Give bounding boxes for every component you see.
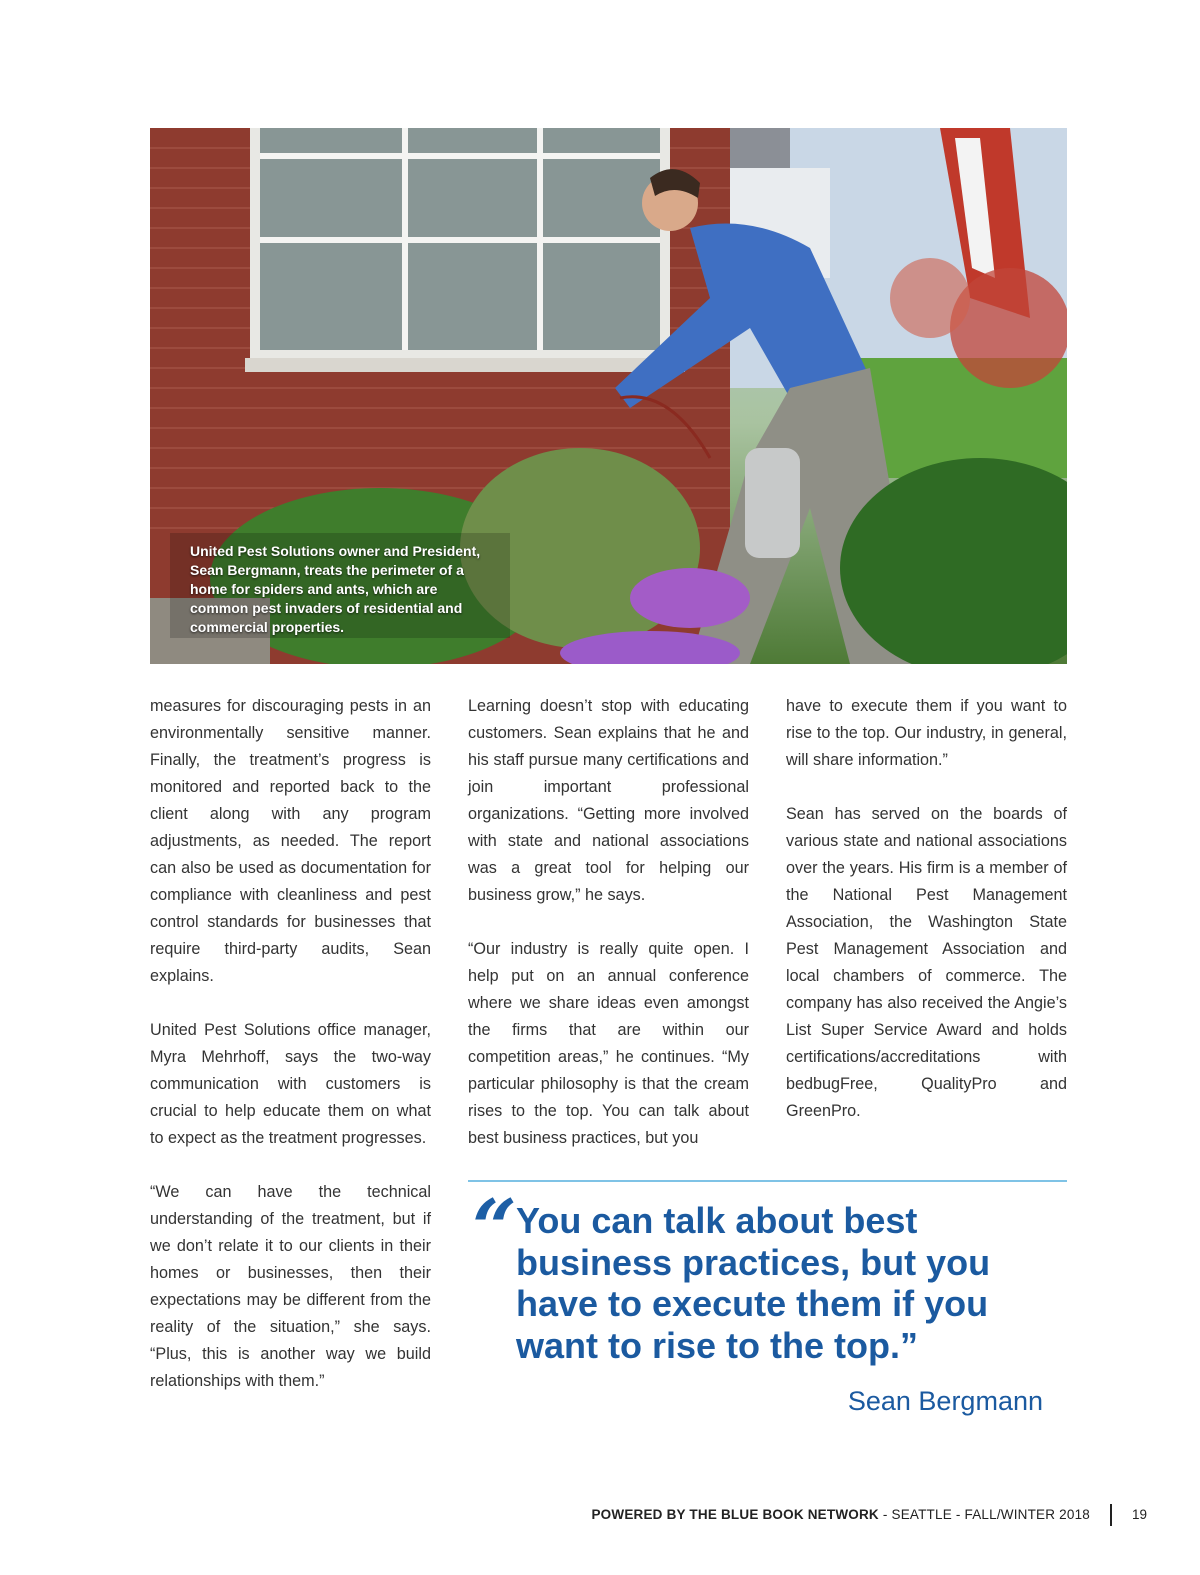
paragraph: United Pest Solutions office manager, Myra Mehrhoff, says the two-way communication with customers is crucial to help educate them on what to expect as the treatment progresses. (150, 1021, 431, 1147)
photo-caption: United Pest Solutions owner and President, Sean Bergmann, treats the perimeter of a home for spiders and ants, which are common pest invaders of residential and commercial properties. (190, 543, 481, 635)
pull-quote-text: You can talk about best business practices, but you have to execute them if you want to rise to the top.” (516, 1200, 991, 1366)
paragraph: “Our industry is really quite open. I help put on an annual conference where we share ideas even amongst the firms that are within our competition areas,” he continues. “My particular philosophy is that the cream rises to the top. You can talk about best business practices, but you (468, 940, 749, 1147)
pull-quote-divider (468, 1180, 1067, 1182)
page-number: 19 (1132, 1507, 1148, 1522)
text-column-3 (786, 693, 1067, 1152)
paragraph: Sean has served on the boards of various state and national associations over the years. His firm is a member of the National Pest Management Association, the Washington State Pest Management Association and local chambers of commerce. The company has also received the Angie’s List Super Service Award and holds certifications/accreditations with bedbugFree, QualityPro and GreenPro. (786, 805, 1067, 1120)
paragraph: Learning doesn’t stop with educating customers. Sean explains that he and his staff pursue many certifications and join important professional organizations. “Getting more involved with state and national associations was a great tool for helping our business grow,” he says. (468, 697, 749, 904)
open-quote-mark: “ (472, 1183, 517, 1274)
footer-publisher: POWERED BY THE BLUE BOOK NETWORK (591, 1507, 879, 1522)
footer-edition: - SEATTLE - FALL/WINTER 2018 (878, 1507, 1090, 1522)
footer-divider (1110, 1504, 1112, 1526)
paragraph: “We can have the technical understanding of the treatment, but if we don’t relate it to our clients in their homes or businesses, then their expectations may be different from the reality of the situation,” she says. “Plus, this is another way we build relationships with them.” (150, 1183, 431, 1390)
paragraph: measures for discouraging pests in an environmentally sensitive manner. Finally, the treatment’s progress is monitored and reported back to the client along with any program adjustments, as needed. The report can also be used as documentation for compliance with cleanliness and pest control standards for businesses that require third-party audits, Sean explains. (150, 697, 431, 985)
text-column-2 (468, 693, 749, 1179)
paragraph: have to execute them if you want to rise to the top. Our industry, in general, will share information.” (786, 697, 1067, 769)
page-footer (591, 1507, 1090, 1522)
text-column-1 (150, 693, 431, 1422)
pull-quote-author: Sean Bergmann (847, 1386, 1043, 1416)
